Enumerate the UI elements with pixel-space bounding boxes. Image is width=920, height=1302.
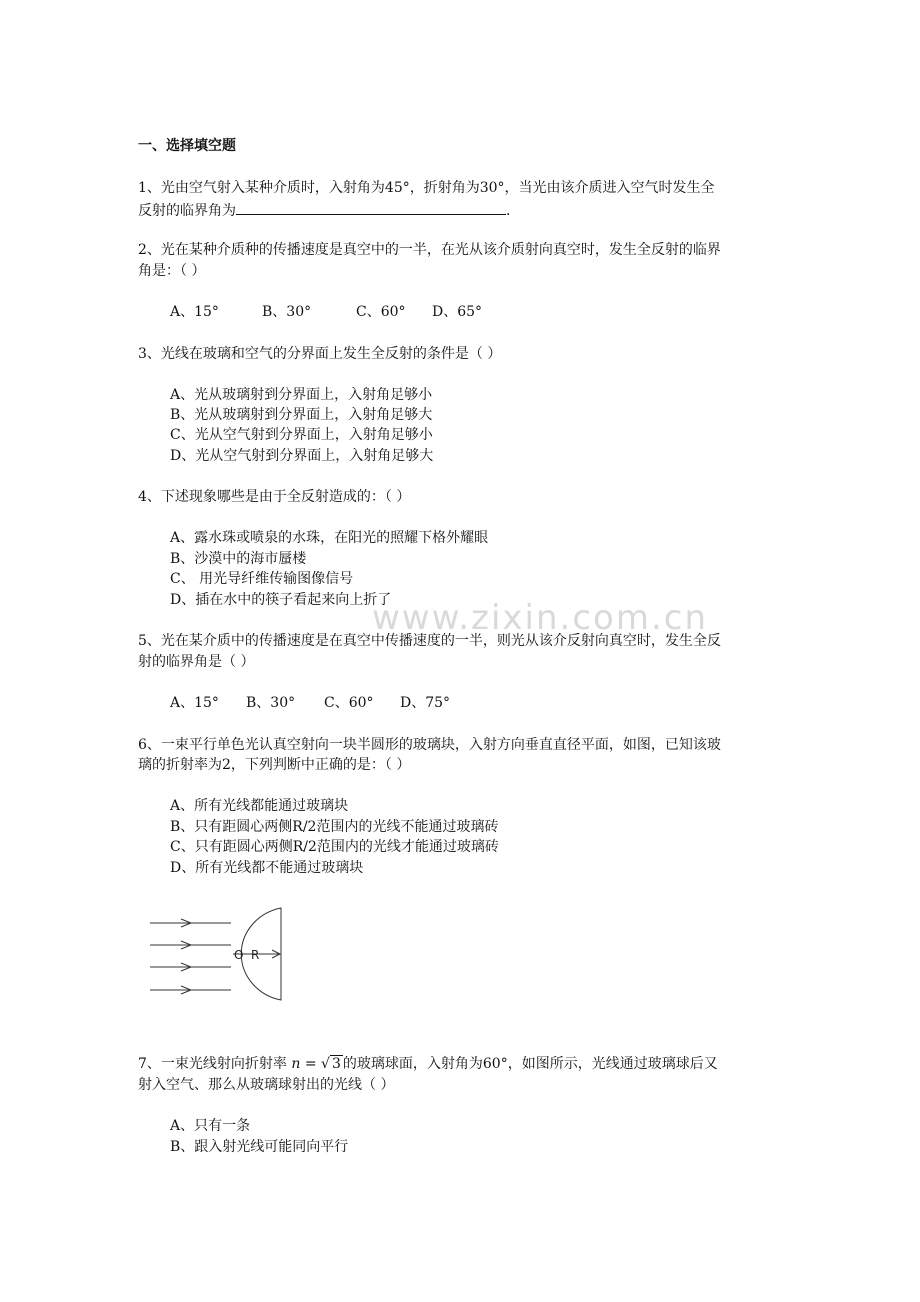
q2-option-d: D、65° xyxy=(432,304,483,320)
formula-radicand: 3 xyxy=(331,1056,341,1072)
q4-option-d: D、插在水中的筷子看起来向上折了 xyxy=(170,592,392,608)
q6-option-b: B、只有距圆心两侧R/2范围内的光线不能通过玻璃砖 xyxy=(170,819,499,835)
q2-line2: 角是：（ ） xyxy=(138,263,206,279)
q6-option-c: C、只有距圆心两侧R/2范围内的光线才能通过玻璃砖 xyxy=(170,839,499,855)
q7-option-b: B、跟入射光线可能同向平行 xyxy=(170,1139,349,1155)
watermark: www.zixin.com.cn xyxy=(372,598,708,638)
q2-option-a: A、15° xyxy=(170,304,219,320)
q4-option-b: B、沙漠中的海市蜃楼 xyxy=(170,551,307,567)
q7-line1-prefix: 7、一束光线射向折射率 xyxy=(138,1056,287,1072)
formula-n: n xyxy=(291,1056,301,1072)
radius-label-r: R xyxy=(251,948,260,962)
q2-option-c: C、60° xyxy=(356,304,406,320)
q5-option-d: D、75° xyxy=(400,695,451,711)
q5-line2: 射的临界角是（ ） xyxy=(138,654,255,670)
q1-line2-prefix: 反射的临界角为 xyxy=(138,203,236,219)
q5-option-b: B、30° xyxy=(246,695,296,711)
q1-answer-blank xyxy=(236,199,506,215)
q5-line1: 5、光在某介质中的传播速度是在真空中传播速度的一半，则光从该介反射向真空时，发生全反 xyxy=(138,633,721,649)
q1-line2 xyxy=(138,199,510,221)
q7-line2: 射入空气、那么从玻璃球射出的光线（ ） xyxy=(138,1077,395,1093)
center-label-o: O xyxy=(234,948,244,962)
q2-line1: 2、光在某种介质种的传播速度是真空中的一半，在光从该介质射向真空时，发生全反射的临界 xyxy=(138,242,721,258)
q5-option-a: A、15° xyxy=(170,695,219,711)
q6-option-d: D、所有光线都不能通过玻璃块 xyxy=(170,860,364,876)
q4-line1: 4、下述现象哪些是由于全反射造成的：（ ） xyxy=(138,489,411,505)
section-title: 一、选择填空题 xyxy=(138,138,236,154)
q7-line1-suffix: 的玻璃球面，入射角为60°，如图所示，光线通过玻璃球后又 xyxy=(342,1056,718,1072)
sqrt-symbol: √ xyxy=(321,1056,330,1072)
q6-line1: 6、一束平行单色光认真空射向一块半圆形的玻璃块，入射方向垂直直径平面，如图，已知该玻 xyxy=(138,737,721,753)
q4-option-a: A、露水珠或喷泉的水珠，在阳光的照耀下格外耀眼 xyxy=(170,530,489,546)
q3-option-c: C、光从空气射到分界面上，入射角足够小 xyxy=(170,427,433,443)
q3-option-a: A、光从玻璃射到分界面上，入射角足够小 xyxy=(170,387,433,403)
q3-line1: 3、光线在玻璃和空气的分界面上发生全反射的条件是（ ） xyxy=(138,346,502,362)
q2-option-b: B、30° xyxy=(262,304,312,320)
q5-option-c: C、60° xyxy=(324,695,374,711)
semicircle-glass-figure xyxy=(145,902,295,1002)
q3-option-d: D、光从空气射到分界面上，入射角足够大 xyxy=(170,448,434,464)
q4-option-c: C、 用光导纤维传输图像信号 xyxy=(170,571,354,587)
q1-line1: 1、光由空气射入某种介质时，入射角为45°，折射角为30°，当光由该介质进入空气时发生全 xyxy=(138,180,715,196)
q6-line2: 璃的折射率为2，下列判断中正确的是：（ ） xyxy=(138,757,411,773)
q3-option-b: B、光从玻璃射到分界面上，入射角足够大 xyxy=(170,407,433,423)
q1-line2-suffix: . xyxy=(506,203,511,219)
q6-option-a: A、所有光线都能通过玻璃块 xyxy=(170,798,349,814)
q7-option-a: A、只有一条 xyxy=(170,1118,251,1134)
formula-equals: = xyxy=(300,1056,322,1072)
q7-line1 xyxy=(138,1054,718,1074)
